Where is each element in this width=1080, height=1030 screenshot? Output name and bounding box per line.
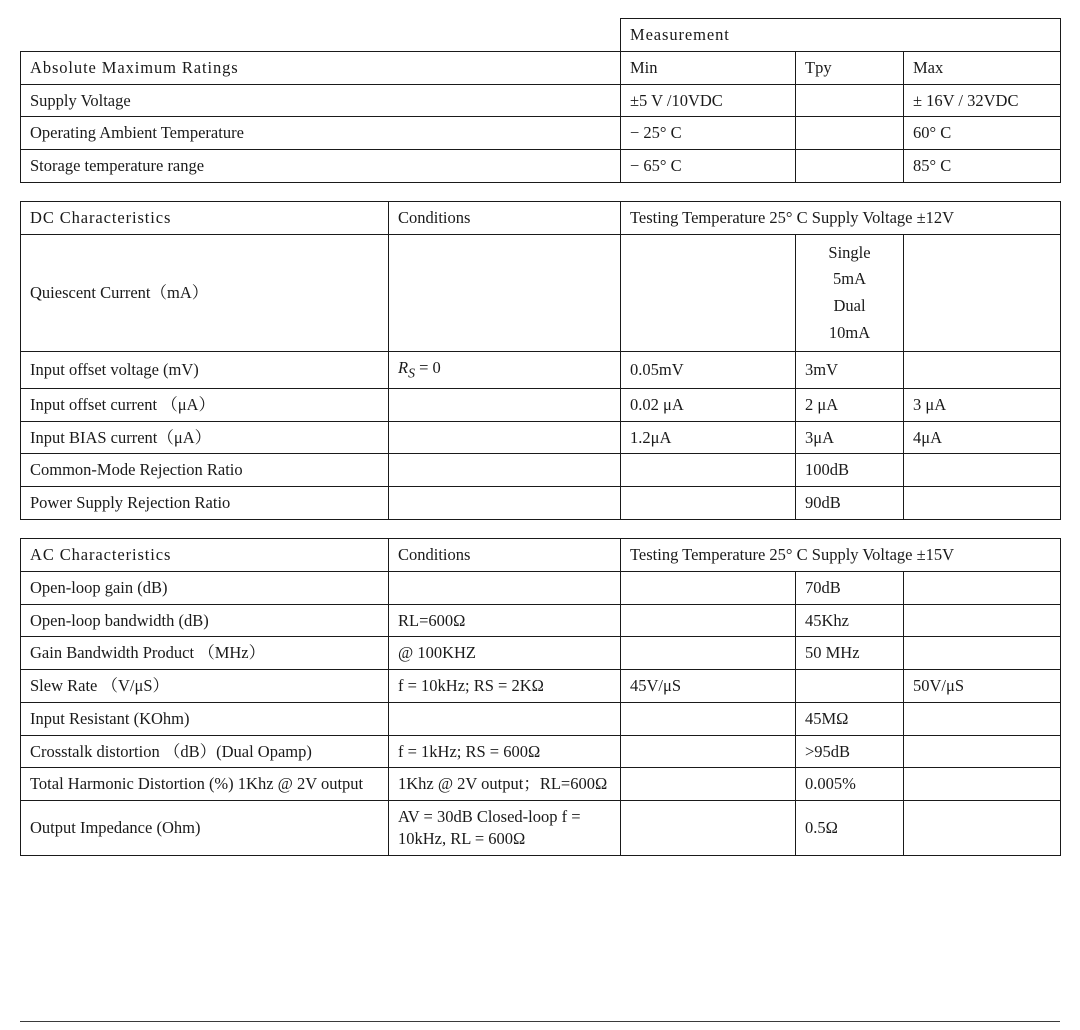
row-label: Open-loop bandwidth (dB) (21, 604, 389, 637)
row-label: Common-Mode Rejection Ratio (21, 454, 389, 487)
column-header-max: Max (904, 51, 1061, 84)
table-gap (20, 520, 1060, 538)
cell-tpy (796, 117, 904, 150)
cell-tpy: 0.5Ω (796, 801, 904, 856)
table-row (21, 801, 1061, 856)
cell-max (904, 768, 1061, 801)
cell-max (904, 454, 1061, 487)
table-row (21, 388, 1061, 421)
page-bottom-rule (20, 1021, 1060, 1022)
cell-min (621, 234, 796, 352)
row-label: Open-loop gain (dB) (21, 571, 389, 604)
cell-conditions (389, 702, 621, 735)
table-row (21, 117, 1061, 150)
cell-conditions (389, 421, 621, 454)
row-label: Output Impedance (Ohm) (21, 801, 389, 856)
cell-tpy: 50 MHz (796, 637, 904, 670)
cell-min: 45V/μS (621, 670, 796, 703)
cell-tpy: 45MΩ (796, 702, 904, 735)
table-row (21, 702, 1061, 735)
table-row (21, 84, 1061, 117)
cell-max: ± 16V / 32VDC (904, 84, 1061, 117)
table-row (21, 234, 1061, 352)
cell-min (621, 735, 796, 768)
cell-conditions (389, 234, 621, 352)
row-label: Input Resistant (KOhm) (21, 702, 389, 735)
row-label: Input offset current （μA） (21, 388, 389, 421)
cell-conditions: RL=600Ω (389, 604, 621, 637)
dc-characteristics-table (20, 201, 1061, 520)
cell-max (904, 487, 1061, 520)
row-label: Operating Ambient Temperature (21, 117, 621, 150)
row-label: Slew Rate （V/μS） (21, 670, 389, 703)
cell-tpy: 90dB (796, 487, 904, 520)
column-header-tpy: Tpy (796, 51, 904, 84)
cell-min (621, 604, 796, 637)
section-label-absolute-maximum-ratings: Absolute Maximum Ratings (21, 51, 621, 84)
cell-max: 50V/μS (904, 670, 1061, 703)
table-row (21, 454, 1061, 487)
row-label: Gain Bandwidth Product （MHz） (21, 637, 389, 670)
cell-tpy: 3μA (796, 421, 904, 454)
row-label: Quiescent Current（mA） (21, 234, 389, 352)
cell-tpy-line: 10mA (828, 322, 871, 342)
cell-min (621, 768, 796, 801)
cell-min: − 25° C (621, 117, 796, 150)
table-gap (20, 183, 1060, 201)
table-row (21, 604, 1061, 637)
cell-tpy (796, 670, 904, 703)
cell-min (621, 454, 796, 487)
cell-tpy: 100dB (796, 454, 904, 487)
table-row (21, 421, 1061, 454)
table-row (21, 637, 1061, 670)
cell-conditions (389, 388, 621, 421)
cell-min: − 65° C (621, 150, 796, 183)
cell-conditions: 1Khz @ 2V output；RL=600Ω (389, 768, 621, 801)
cell-min: ±5 V /10VDC (621, 84, 796, 117)
row-label: Supply Voltage (21, 84, 621, 117)
cell-conditions (389, 352, 621, 388)
cell-tpy (796, 234, 904, 352)
table-row (21, 19, 1061, 52)
column-header-min: Min (621, 51, 796, 84)
cell-max (904, 735, 1061, 768)
table-row (21, 352, 1061, 388)
table-row (21, 538, 1061, 571)
conditions-header: Conditions (389, 201, 621, 234)
cell-max: 85° C (904, 150, 1061, 183)
table-row (21, 201, 1061, 234)
measurement-header: Measurement (621, 19, 1061, 52)
cell-max (904, 801, 1061, 856)
cell-max (904, 604, 1061, 637)
cell-max (904, 571, 1061, 604)
cell-max (904, 352, 1061, 388)
cell-min (621, 801, 796, 856)
table-row (21, 150, 1061, 183)
testing-condition-header: Testing Temperature 25° C Supply Voltage ±12V (621, 201, 1061, 234)
cell-max: 3 μA (904, 388, 1061, 421)
cell-tpy: 3mV (796, 352, 904, 388)
row-label: Input BIAS current（μA） (21, 421, 389, 454)
section-label-ac-characteristics: AC Characteristics (21, 538, 389, 571)
table-row (21, 735, 1061, 768)
testing-condition-header: Testing Temperature 25° C Supply Voltage ±15V (621, 538, 1061, 571)
row-label: Total Harmonic Distortion (%) 1Khz @ 2V output (21, 768, 389, 801)
cell-min: 1.2μA (621, 421, 796, 454)
cell-tpy-line: 5mA (833, 269, 866, 289)
cell-conditions: f = 10kHz; RS = 2KΩ (389, 670, 621, 703)
cell-conditions (389, 454, 621, 487)
cell-max: 60° C (904, 117, 1061, 150)
cell-max (904, 702, 1061, 735)
cell-conditions: AV = 30dB Closed-loop f = 10kHz, RL = 600Ω (389, 801, 621, 856)
cell-min (621, 702, 796, 735)
absolute-maximum-ratings-table (20, 18, 1061, 183)
table-row (21, 768, 1061, 801)
cell-conditions (389, 571, 621, 604)
conditions-subscript: S (408, 365, 415, 381)
conditions-symbol: R (398, 358, 409, 378)
cell-conditions: @ 100KHZ (389, 637, 621, 670)
cell-tpy-line: Single (828, 242, 871, 262)
empty-corner-cell (21, 19, 621, 52)
cell-conditions (389, 487, 621, 520)
table-row (21, 670, 1061, 703)
cell-min (621, 487, 796, 520)
cell-tpy (796, 84, 904, 117)
row-label: Power Supply Rejection Ratio (21, 487, 389, 520)
section-label-dc-characteristics: DC Characteristics (21, 201, 389, 234)
row-label: Input offset voltage (mV) (21, 352, 389, 388)
table-row (21, 571, 1061, 604)
table-row (21, 51, 1061, 84)
conditions-header: Conditions (389, 538, 621, 571)
cell-min: 0.02 μA (621, 388, 796, 421)
cell-tpy: 2 μA (796, 388, 904, 421)
cell-tpy: 70dB (796, 571, 904, 604)
cell-tpy-line: Dual (833, 296, 866, 316)
row-label: Crosstalk distortion （dB）(Dual Opamp) (21, 735, 389, 768)
cell-min (621, 637, 796, 670)
cell-max (904, 234, 1061, 352)
cell-tpy: 0.005% (796, 768, 904, 801)
cell-conditions: f = 1kHz; RS = 600Ω (389, 735, 621, 768)
conditions-rest: = 0 (414, 358, 441, 378)
row-label: Storage temperature range (21, 150, 621, 183)
cell-max (904, 637, 1061, 670)
cell-tpy: >95dB (796, 735, 904, 768)
cell-tpy: 45Khz (796, 604, 904, 637)
ac-characteristics-table (20, 538, 1061, 856)
cell-min (621, 571, 796, 604)
cell-max: 4μA (904, 421, 1061, 454)
cell-tpy (796, 150, 904, 183)
table-row (21, 487, 1061, 520)
cell-min: 0.05mV (621, 352, 796, 388)
